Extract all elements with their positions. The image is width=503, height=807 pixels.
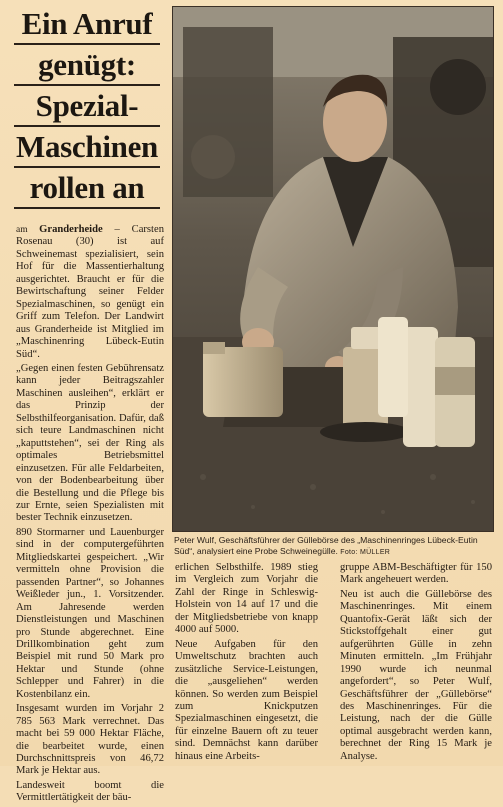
headline-line-3: Spezial- (35, 88, 139, 123)
photo-credit: Foto: MÜLLER (340, 549, 391, 556)
headline-line-4: Maschinen (16, 129, 158, 164)
paragraph: 890 Stormarner und Lauenburger sind in der computergeführten Mitgliedskartei gespeichert. „Wir vermitteln ohne Provision die passenden Partner“, so Johannes Weißleder jun., 1. Vorsitzender. Am Jahresende werden Dienstleistungen und Maschinen pro Stunde abgerechnet. Eine Drillkombination geht zum Beispiel mit rund 50 Mark pro Hektar und Stunde (ohne Schlepper und Fahrer) in die Kostenbilanz ein. (16, 526, 164, 700)
dateline-place: Granderheide (39, 224, 103, 235)
headline-rule (14, 84, 160, 86)
paragraph-text: – Carsten Rosenau (30) ist auf Schweinemast spezialisiert, sein Hof für die Massentierhaltung ausgerichtet. Braucht er für die Bewirtschaftung seiner Felder Spezialmaschinen, so genügt ein Griff zum Telefon. Der Landwirt aus Granderheide ist Mitglied im „Maschinenring Lübeck-Eutin Süd“. (16, 224, 164, 360)
paragraph: gruppe ABM-Beschäftigter für 150 Mark angeheuert werden. (340, 562, 492, 586)
article-photo (172, 6, 494, 532)
paragraph: erlichen Selbsthilfe. 1989 stieg im Vergleich zum Vorjahr die Zahl der Ringe in Schleswig-Holstein von 14 auf 17 und die der Mitgliedsbetriebe von knapp 4000 auf 5000. (175, 562, 318, 636)
headline (14, 6, 160, 211)
headline-line-2: genügt: (38, 47, 136, 82)
headline-rule (14, 166, 160, 168)
article-column-3 (340, 562, 492, 765)
caption-text: Peter Wulf, Geschäftsführer der Güllebörse des „Maschinenringes Lübeck-Eutin Süd“, analysiert eine Probe Schweinegülle. (174, 535, 478, 556)
paragraph: Neu ist auch die Güllebörse des Maschinenringes. Mit einem Quantofix-Gerät läßt sich der Stickstoffgehalt einer gut aufgerührten Gülle in zehn Minuten ermitteln. „Im Frühjahr 1990 wurde ich neunmal angefordert“, so Peter Wulf, Geschäftsführer der „Güllebörse“ des Maschinenringes. Für die Leistung, nach der die Gülle optimal ausgebracht werden kann, berechnet der Ring 15 Mark je Analyse. (340, 588, 492, 762)
article-column-2 (175, 562, 318, 765)
paragraph (16, 224, 164, 361)
paragraph: Landesweit boomt die Vermittlertätigkeit der bäu- (16, 779, 164, 804)
paragraph: Insgesamt wurden im Vorjahr 2 785 563 Mark verrechnet. Das macht bei 59 000 Hektar Fläche, die bearbeitet wurde, einen Durchschnittspreis von 46,72 Mark je Hektar aus. (16, 703, 164, 777)
paragraph: Neue Aufgaben für den Umweltschutz brachten auch zusätzliche Service-Leistungen, die „ausgeliehen“ werden können. So werden zum Beispiel zum Knickputzen Spezialmaschinen eingesetzt, die für einzelne Bauern oft zu teuer sind. Demnächst kann darüber hinaus eine Arbeits- (175, 638, 318, 762)
photo-caption (174, 535, 494, 558)
photo-man-with-canisters-icon (173, 7, 493, 531)
headline-rule (14, 43, 160, 45)
dateline-prefix: am (16, 225, 40, 235)
headline-line-5: rollen an (29, 170, 145, 205)
paragraph: „Gegen einen festen Gebührensatz kann jeder Beitragszahler Maschinen ausleihen“, erklärt er das Prinzip der Selbsthilfeorganisation. Dafür, daß sich teure Landmaschinen nicht „kaputtstehen“, sei der Ring als optimales Betriebsmittel einzusetzen. Für alle Feldarbeiten, von der Bodenbearbeitung über die Bestellung und die Pflege bis zur Ernte, seien Spezialisten mit bester Technik einzusetzen. (16, 362, 164, 524)
article-column-1 (16, 224, 164, 807)
headline-rule (14, 125, 160, 127)
headline-line-1: Ein Anruf (21, 6, 153, 41)
headline-rule (14, 207, 160, 209)
